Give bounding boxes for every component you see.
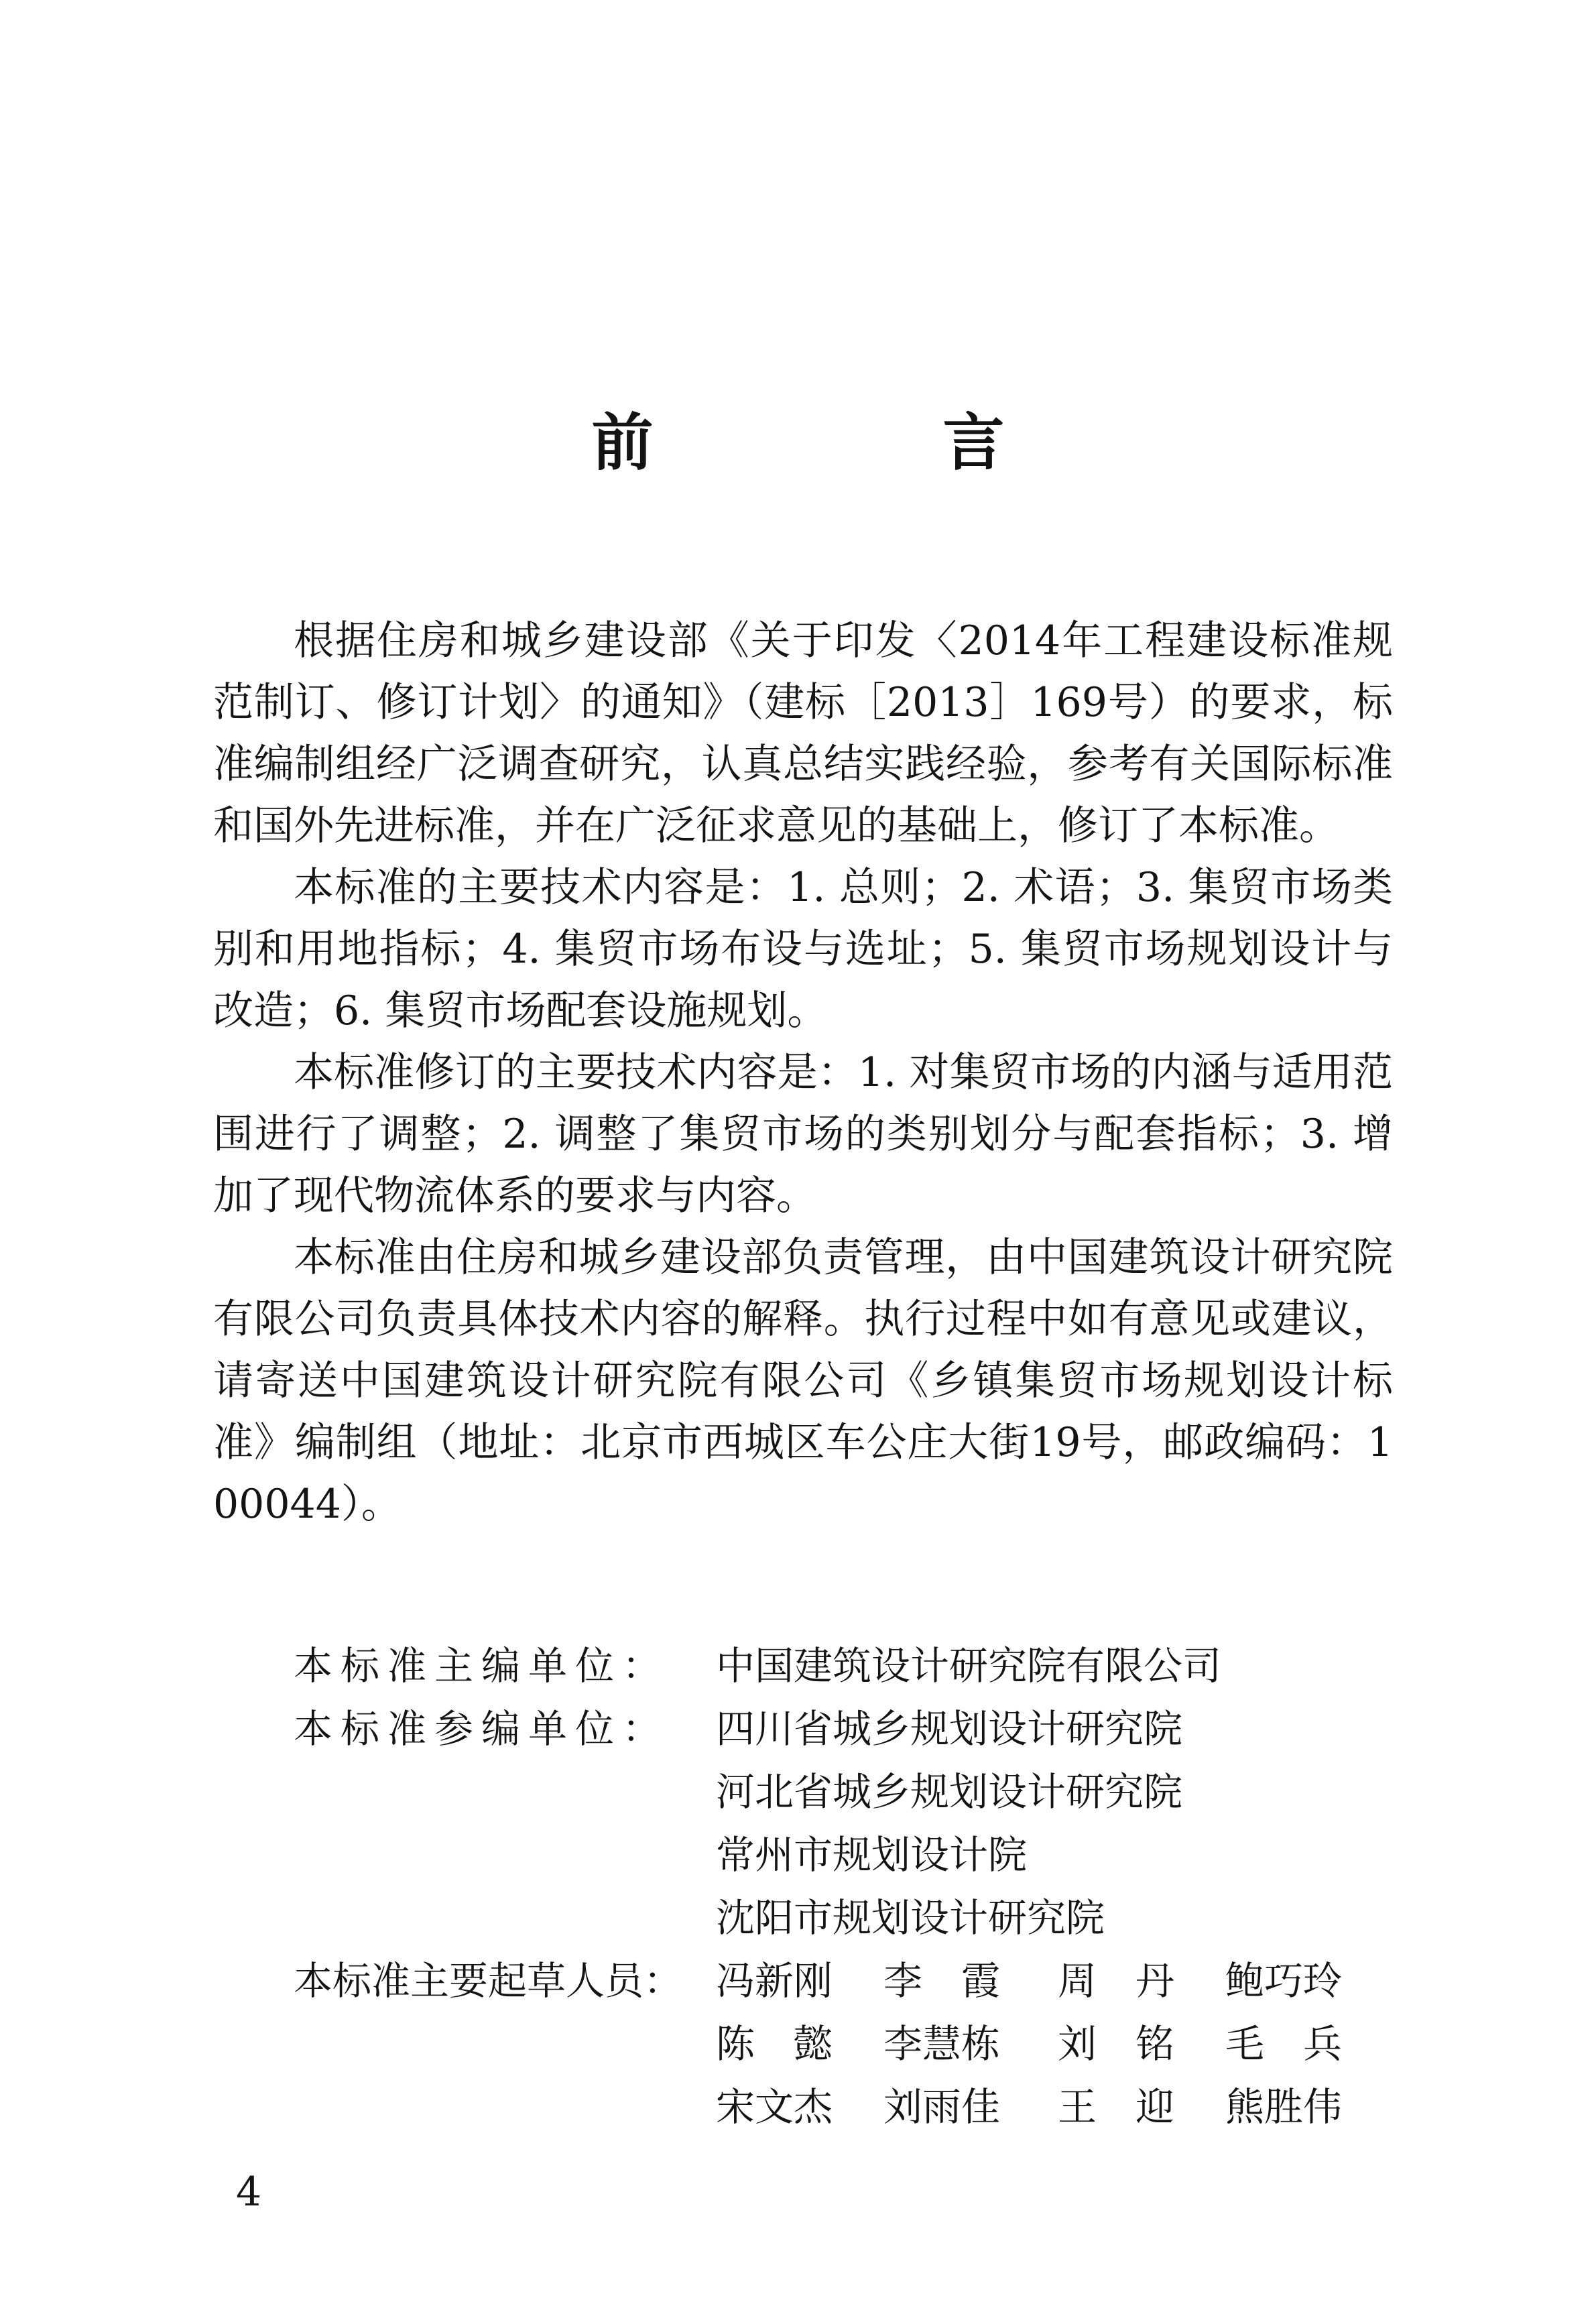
drafter-name: 熊胜伟 [1225, 2084, 1343, 2130]
drafter-name: 王 迎 [1058, 2084, 1175, 2130]
drafters-row [294, 1949, 1393, 2138]
drafter-name: 冯新刚 [716, 1958, 833, 2004]
drafter-name: 李 霞 [883, 1958, 1001, 2004]
drafter-name: 刘雨佳 [883, 2084, 1001, 2130]
drafter-name: 刘 铭 [1058, 2021, 1175, 2067]
paragraph-background: 根据住房和城乡建设部《关于印发〈2014年工程建设标准规范制订、修订计划〉的通知》（建标［2013］169号）的要求，标准编制组经广泛调查研究，认真总结实践经验，参考有关国际标准和国外先进标准，并在广泛征求意见的基础上，修订了本标准。 [213, 617, 1393, 849]
drafter-name: 陈 懿 [716, 2021, 833, 2067]
page-title: 前 言 [591, 406, 1119, 479]
chief-unit-value: 中国建筑设计研究院有限公司 [716, 1643, 1222, 1689]
drafter-name: 毛 兵 [1225, 2021, 1343, 2067]
chief-unit-row [294, 1634, 1393, 1697]
paragraph-main-content: 本标准的主要技术内容是：1. 总则；2. 术语；3. 集贸市场类别和用地指标；4. 集贸市场布设与选址；5. 集贸市场规划设计与改造；6. 集贸市场配套设施规划。 [213, 864, 1393, 1034]
page-number: 4 [236, 2169, 262, 2215]
paragraph-revision-content: 本标准修订的主要技术内容是：1. 对集贸市场的内涵与适用范围进行了调整；2. 调整了集贸市场的类别划分与配套指标；3. 增加了现代物流体系的要求与内容。 [213, 1049, 1393, 1219]
participating-unit: 常州市规划设计院 [716, 1832, 1028, 1878]
drafters-label: 本标准主要起草人员： [294, 1958, 683, 2004]
participating-unit: 四川省城乡规划设计研究院 [716, 1706, 1183, 1752]
unit-list [294, 1634, 1393, 2138]
drafter-name: 周 丹 [1058, 1958, 1175, 2004]
participating-unit: 沈阳市规划设计研究院 [716, 1895, 1105, 1941]
drafter-name: 宋文杰 [716, 2084, 833, 2130]
participating-units-label: 本标准参编单位： [294, 1706, 670, 1752]
preface-body [213, 610, 1393, 1535]
participating-units-row [294, 1697, 1393, 1949]
drafter-name: 李慧栋 [883, 2021, 1001, 2067]
paragraph-management: 本标准由住房和城乡建设部负责管理，由中国建筑设计研究院有限公司负责具体技术内容的解释。执行过程中如有意见或建议，请寄送中国建筑设计研究院有限公司《乡镇集贸市场规划设计标准》编制组（地址：北京市西城区车公庄大街19号，邮政编码：100044）。 [213, 1234, 1393, 1528]
chief-unit-label: 本标准主编单位： [294, 1643, 670, 1689]
drafters-grid [716, 1949, 1373, 2138]
participating-unit: 河北省城乡规划设计研究院 [716, 1769, 1183, 1815]
drafter-name: 鲍巧玲 [1225, 1958, 1343, 2004]
